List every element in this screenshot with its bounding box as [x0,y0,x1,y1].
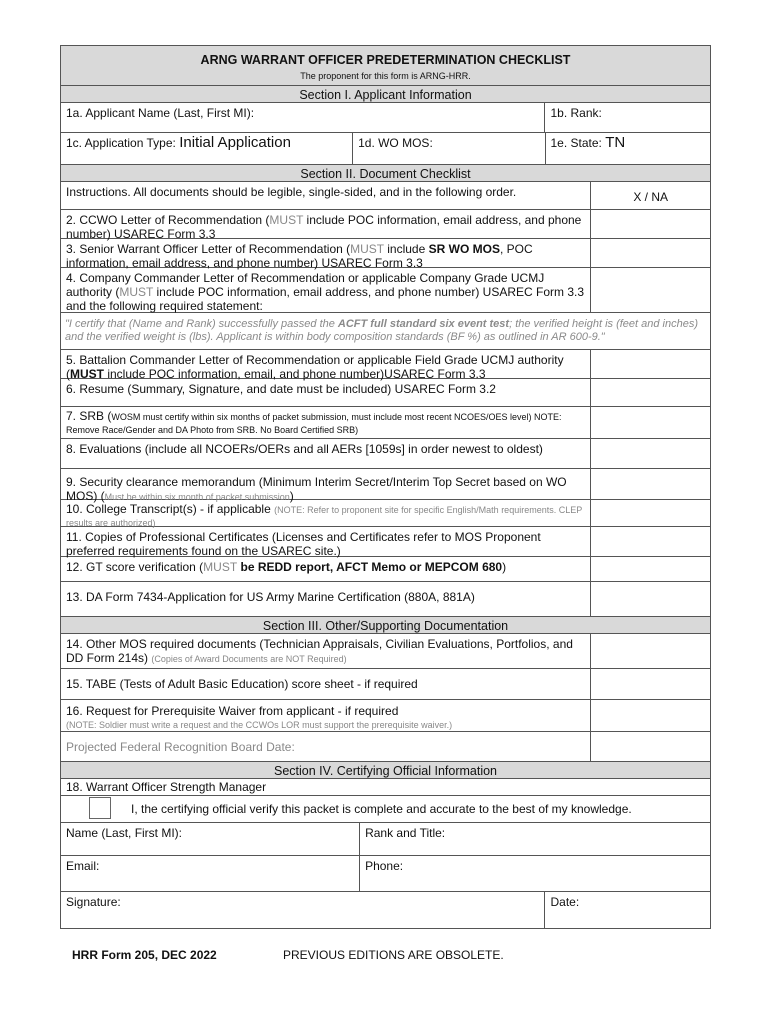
application-type-field[interactable] [61,133,353,164]
item-16-check[interactable] [591,700,710,731]
item-16-text: 16. Request for Prerequisite Waiver from applicant - if required (NOTE: Soldier must write a request and the CCWOs LOR must support the prerequisite waiver.) [61,700,591,731]
instructions-row [61,182,710,210]
official-name-row [61,823,710,856]
item-10-check[interactable] [591,500,710,526]
item-11-row [61,527,710,557]
email-phone-row [61,856,710,892]
item-5-text: 5. Battalion Commander Letter of Recommendation or applicable Field Grade UCMJ authority (MUST include POC information, email, and phone number)USAREC Form 3.3 [61,350,591,378]
form-number: HRR Form 205, DEC 2022 [72,948,217,962]
item-9-check[interactable] [591,469,710,499]
section-2-heading-row [61,165,710,182]
checklist-form [60,45,711,929]
phone-label: Phone: [365,859,404,873]
instructions-text: Instructions. All documents should be legible, single-sided, and in the following order. [61,182,591,209]
item-2-text: 2. CCWO Letter of Recommendation (MUST include POC information, email address, and phone number) USAREC Form 3.3 [61,210,591,238]
item-14-row [61,634,710,669]
item-6-text: 6. Resume (Summary, Signature, and date must be included) USAREC Form 3.2 [61,379,591,406]
email-field[interactable] [61,856,360,891]
application-type-label: 1c. Application Type: [66,136,176,150]
item-9-text: 9. Security clearance memorandum (Minimum Interim Secret/Interim Top Secret based on WO MOS) (Must be within six month of packet submission) [61,469,591,499]
applicant-name-label: 1a. Applicant Name (Last, First MI): [66,106,255,120]
x-na-header: X / NA [633,190,669,204]
acft-statement-row [61,313,710,350]
item-12-check[interactable] [591,557,710,581]
obsolete-notice: PREVIOUS EDITIONS ARE OBSOLETE. [283,948,504,962]
form-header [61,46,710,86]
item-8-row [61,439,710,469]
item-11-text: 11. Copies of Professional Certificates (Licenses and Certificates refer to MOS Proponent preferred requirements found on the USAREC site.) [61,527,591,556]
item-5-check[interactable] [591,350,710,378]
item-13-check[interactable] [591,582,710,616]
item-7-row [61,407,710,439]
wo-mos-field[interactable] [353,133,545,164]
item-3-text: 3. Senior Warrant Officer Letter of Recommendation (MUST include SR WO MOS, POC information, email address, and phone number) USAREC Form 3.3 [61,239,591,267]
item-10-text: 10. College Transcript(s) - if applicable (NOTE: Refer to proponent site for specific English/Math requirements. CLEP results are authorized) [61,500,591,526]
item-14-text: 14. Other MOS required documents (Technician Appraisals, Civilian Evaluations, Portfolios, and DD Form 214s) (Copies of Award Documents are NOT Required) [61,634,591,668]
item-2-check[interactable] [591,210,710,238]
section-3-heading: Section III. Other/Supporting Documentation [262,619,509,633]
item-15-check[interactable] [591,669,710,699]
item-6-row [61,379,710,407]
item-2-row [61,210,710,239]
form-title: ARNG WARRANT OFFICER PREDETERMINATION CHECKLIST [200,53,571,67]
item-7-check[interactable] [591,407,710,438]
certify-statement: I, the certifying official verify this packet is complete and accurate to the best of my knowledge. [131,802,632,816]
item-8-text: 8. Evaluations (include all NCOERs/OERs and all AERs [1059s] in order newest to oldest) [61,439,591,468]
item-8-check[interactable] [591,439,710,468]
signature-date-row [61,892,710,928]
date-field[interactable] [545,892,710,928]
section-4-heading-row [61,762,710,779]
applicant-name-row [61,103,710,133]
wo-mos-label: 1d. WO MOS: [358,136,433,150]
section-1-heading-row [61,86,710,103]
item-14-check[interactable] [591,634,710,668]
item-4-text: 4. Company Commander Letter of Recommendation or applicable Company Grade UCMJ authority (MUST include POC information, email address, and phone number) USAREC Form 3.3 and the following required statement: [61,268,591,312]
rank-label: 1b. Rank: [550,106,602,120]
item-4-check[interactable] [591,268,710,312]
item-6-check[interactable] [591,379,710,406]
item-4-row [61,268,710,313]
email-label: Email: [66,859,100,873]
signature-label: Signature: [66,895,121,909]
item-11-check[interactable] [591,527,710,556]
section-1-heading: Section I. Applicant Information [299,88,472,102]
state-value: TN [605,134,626,151]
applicant-name-field[interactable] [61,103,545,132]
projected-board-date-label: Projected Federal Recognition Board Date: [61,732,591,761]
state-field[interactable] [546,133,711,164]
item-15-text: 15. TABE (Tests of Adult Basic Education) score sheet - if required [61,669,591,699]
projected-board-date-row [61,732,710,762]
phone-field[interactable] [360,856,710,891]
date-label: Date: [550,895,580,909]
item-18-text: 18. Warrant Officer Strength Manager [66,780,267,794]
item-13-text: 13. DA Form 7434-Application for US Army Marine Certification (880A, 881A) [61,582,591,616]
item-10-row [61,500,710,527]
official-name-field[interactable] [61,823,360,855]
item-5-row [61,350,710,379]
item-12-row [61,557,710,582]
section-2-heading: Section II. Document Checklist [300,167,471,181]
official-name-label: Name (Last, First MI): [66,826,183,840]
form-subtitle: The proponent for this form is ARNG-HRR. [300,71,471,81]
rank-field[interactable] [545,103,710,132]
item-7-text: 7. SRB (WOSM must certify within six months of packet submission, must include most recent NCOES/OES level) NOTE: Remove Race/Gender and DA Photo from SRB. No Board Certified SRB) [61,407,591,438]
item-3-check[interactable] [591,239,710,267]
item-15-row [61,669,710,700]
item-3-row [61,239,710,268]
rank-title-label: Rank and Title: [365,826,446,840]
signature-field[interactable] [61,892,545,928]
section-4-heading: Section IV. Certifying Official Information [273,764,498,778]
item-16-row [61,700,710,732]
rank-title-field[interactable] [360,823,710,855]
item-13-row [61,582,710,617]
acft-statement: "I certify that (Name and Rank) successfully passed the ACFT full standard six event test; the verified height is (feet and inches) and the verified weight is (lbs). Applicant is within body composition standards (BF %) as outlined in AR 600-9." [65,318,699,343]
application-type-row [61,133,710,165]
state-label: 1e. State: [550,136,602,150]
item-9-row [61,469,710,503]
section-3-heading-row [61,617,710,634]
application-type-value: Initial Application [179,134,291,151]
item-18-row [61,779,710,796]
projected-board-date-field[interactable] [591,732,710,761]
item-12-text: 12. GT score verification (MUST be REDD report, AFCT Memo or MEPCOM 680) [61,557,591,581]
certify-row [61,796,710,823]
